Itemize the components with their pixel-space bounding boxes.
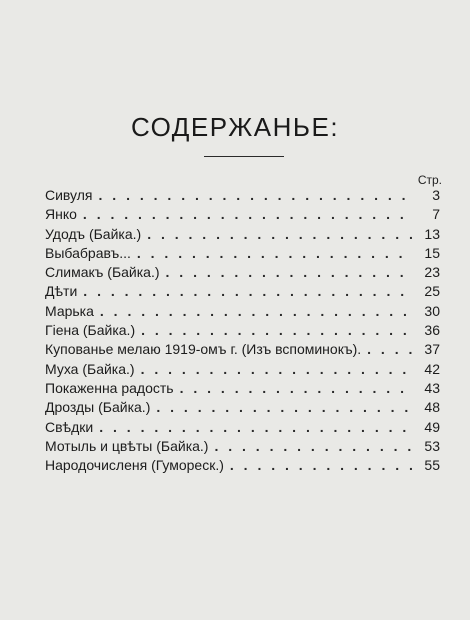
toc-entry-title: Гіена (Байка.) — [45, 322, 136, 339]
toc-entry — [45, 244, 440, 263]
toc-entry-title: Удодъ (Байка.) — [45, 225, 142, 242]
page-column-label: Стр. — [417, 173, 442, 187]
toc-entry-title: Дрозды (Байка.) — [45, 399, 151, 416]
toc-entry-title: Слимакъ (Байка.) — [45, 264, 160, 281]
toc-entry — [45, 282, 440, 301]
toc-entry-page: 30 — [424, 302, 440, 319]
toc-entry — [45, 225, 440, 244]
toc-entry — [45, 398, 440, 417]
toc-entry-title: Марька — [45, 302, 94, 319]
toc-entry — [45, 418, 440, 437]
toc-entry — [45, 340, 440, 359]
toc-entry-page: 53 — [424, 437, 440, 454]
dot-leader — [156, 398, 412, 417]
toc-entry-title: Мотыль и цвѣты (Байка.) — [45, 437, 209, 454]
dot-leader — [147, 225, 412, 244]
toc-entry-page: 55 — [424, 457, 440, 474]
toc-entry-title: Янко — [45, 206, 77, 223]
dot-leader — [180, 379, 412, 398]
toc-entry-title: Сивуля — [45, 187, 93, 203]
toc-entry — [45, 456, 440, 475]
dot-leader — [99, 186, 412, 205]
toc-entry-page: 13 — [424, 225, 440, 242]
toc-entry-title: Свѣдки — [45, 418, 94, 435]
toc-entry-page: 7 — [432, 206, 440, 223]
dot-leader — [230, 456, 412, 475]
toc-entry — [45, 360, 440, 379]
toc-entry — [45, 437, 440, 456]
dot-leader — [141, 360, 412, 379]
dot-leader — [83, 205, 412, 224]
toc-entry-page: 3 — [432, 187, 440, 203]
page-title: СОДЕРЖАНЬЕ: — [130, 112, 340, 142]
toc-entry-page: 25 — [424, 283, 440, 300]
toc-entry — [45, 205, 440, 224]
toc-entry-page: 49 — [424, 418, 440, 435]
toc-entry-page: 36 — [424, 322, 440, 339]
toc-entry-title: Покаженна радость — [45, 379, 174, 396]
dot-leader — [214, 437, 412, 456]
toc-entry — [45, 186, 440, 205]
toc-entry-title: Выбабравъ... — [45, 244, 131, 261]
toc-entry — [45, 379, 440, 398]
dot-leader — [100, 302, 412, 321]
toc-entry-title: Народочисленя (Гумореск.) — [45, 457, 224, 474]
toc-entry-title: Муха (Байка.) — [45, 360, 135, 377]
dot-leader — [83, 282, 412, 301]
dot-leader — [166, 263, 412, 282]
toc-entry-page: 37 — [424, 341, 440, 358]
toc-entry-page: 15 — [424, 244, 440, 261]
toc-entry-page: 23 — [424, 264, 440, 281]
toc-entry — [45, 302, 440, 321]
toc-entry-page: 43 — [424, 379, 440, 396]
dot-leader — [137, 244, 412, 263]
dot-leader — [367, 340, 412, 359]
toc-entry-page: 48 — [424, 399, 440, 416]
toc-entry-title: Купованье мелаю 1919-омъ г. (Изъ вспоминокъ). — [45, 341, 362, 358]
toc-entry — [45, 263, 440, 282]
table-of-contents — [45, 186, 440, 475]
title-divider — [204, 156, 284, 157]
toc-entry-title: Дѣти — [45, 283, 78, 300]
dot-leader — [99, 418, 412, 437]
toc-entry-page: 42 — [424, 360, 440, 377]
toc-entry — [45, 321, 440, 340]
dot-leader — [141, 321, 412, 340]
